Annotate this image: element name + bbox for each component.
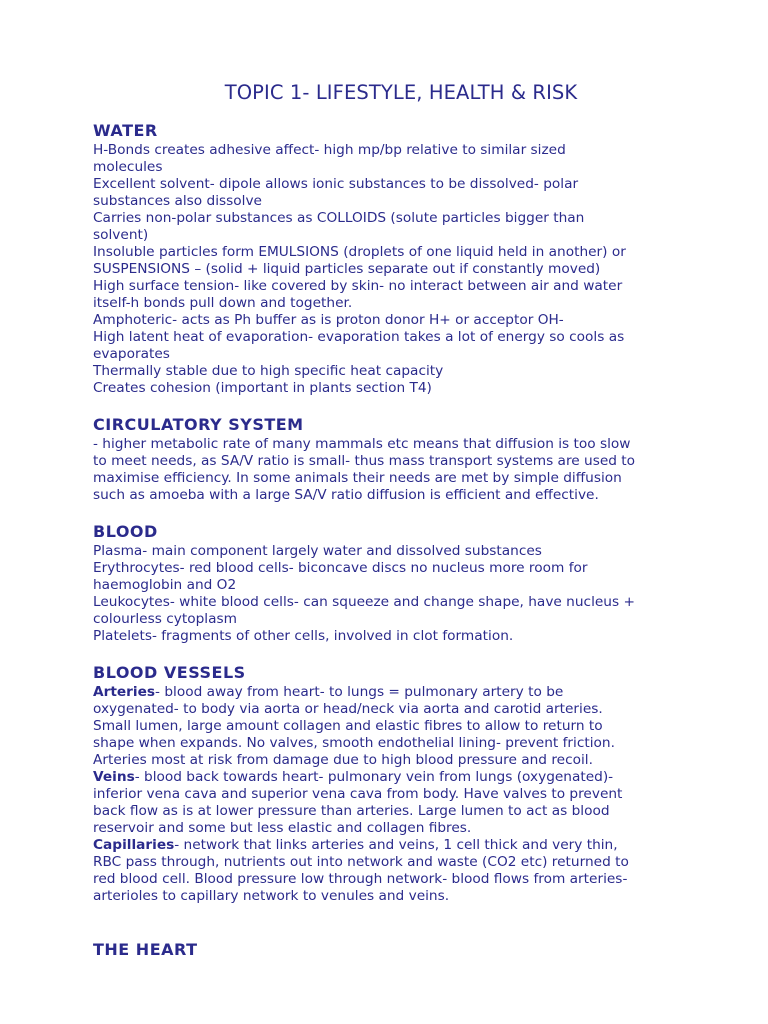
arteries-line xyxy=(93,684,753,701)
text-line: Plasma- main component largely water and dissolved substances xyxy=(93,543,542,559)
text-line: Leukocytes- white blood cells- can squeeze and change shape, have nucleus + xyxy=(93,594,635,610)
section-heading-blood: BLOOD xyxy=(93,522,158,541)
text-line: to meet needs, as SA/V ratio is small- thus mass transport systems are used to xyxy=(93,453,636,469)
text-line: maximise efficiency. In some animals their needs are met by simple diffusion xyxy=(93,470,622,486)
text-line: reservoir and some but less elastic and collagen fibres. xyxy=(93,820,472,836)
section-heading-blood-vessels: BLOOD VESSELS xyxy=(93,663,246,682)
text-run: - blood away from heart- to lungs = pulmonary artery to be xyxy=(155,684,564,700)
text-run: - blood back towards heart- pulmonary vein from lungs (oxygenated)- xyxy=(134,769,614,785)
text-line: Erythrocytes- red blood cells- biconcave discs no nucleus more room for xyxy=(93,560,588,576)
text-line: H-Bonds creates adhesive affect- high mp/bp relative to similar sized xyxy=(93,142,566,158)
document-body xyxy=(93,120,753,961)
section-heading-the-heart: THE HEART xyxy=(93,940,198,959)
term-capillaries: Capillaries xyxy=(93,837,175,853)
section-heading-water: WATER xyxy=(93,121,158,140)
text-line: shape when expands. No valves, smooth endothelial lining- prevent friction. xyxy=(93,735,615,751)
capillaries-line xyxy=(93,837,753,854)
text-line: Insoluble particles form EMULSIONS (droplets of one liquid held in another) or xyxy=(93,244,626,260)
text-line: Creates cohesion (important in plants section T4) xyxy=(93,380,432,396)
veins-line xyxy=(93,769,753,786)
text-line: oxygenated- to body via aorta or head/neck via aorta and carotid arteries. xyxy=(93,701,603,717)
text-line: Thermally stable due to high specific heat capacity xyxy=(93,363,444,379)
text-line: haemoglobin and O2 xyxy=(93,577,237,593)
text-line: Arteries most at risk from damage due to high blood pressure and recoil. xyxy=(93,752,593,768)
section-blood xyxy=(93,521,753,645)
term-arteries: Arteries xyxy=(93,684,156,700)
section-blood-vessels xyxy=(93,662,753,905)
text-line: colourless cytoplasm xyxy=(93,611,237,627)
text-line: itself-h bonds pull down and together. xyxy=(93,295,353,311)
text-line: substances also dissolve xyxy=(93,193,262,209)
text-line: SUSPENSIONS – (solid + liquid particles separate out if constantly moved) xyxy=(93,261,601,277)
text-line: back flow as is at lower pressure than arteries. Large lumen to act as blood xyxy=(93,803,610,819)
text-line: High surface tension- like covered by skin- no interact between air and water xyxy=(93,278,623,294)
text-run: - network that links arteries and veins, 1 cell thick and very thin, xyxy=(174,837,618,853)
section-the-heart xyxy=(93,939,753,961)
text-line: such as amoeba with a large SA/V ratio diffusion is efficient and effective. xyxy=(93,487,599,503)
text-line: inferior vena cava and superior vena cava from body. Have valves to prevent xyxy=(93,786,623,802)
section-water xyxy=(93,120,753,397)
text-line: red blood cell. Blood pressure low through network- blood flows from arteries- xyxy=(93,871,628,887)
text-line: Carries non-polar substances as COLLOIDS (solute particles bigger than xyxy=(93,210,585,226)
text-line: arterioles to capillary network to venules and veins. xyxy=(93,888,450,904)
section-circulatory-system xyxy=(93,414,753,504)
text-line: Platelets- fragments of other cells, involved in clot formation. xyxy=(93,628,514,644)
text-line: evaporates xyxy=(93,346,170,362)
text-line: Amphoteric- acts as Ph buffer as is proton donor H+ or acceptor OH- xyxy=(93,312,564,328)
section-heading-circulatory-system: CIRCULATORY SYSTEM xyxy=(93,415,304,434)
text-line: molecules xyxy=(93,159,163,175)
text-line: - higher metabolic rate of many mammals etc means that diffusion is too slow xyxy=(93,436,631,452)
text-line: RBC pass through, nutrients out into network and waste (CO2 etc) returned to xyxy=(93,854,629,870)
page-title: TOPIC 1- LIFESTYLE, HEALTH & RISK xyxy=(224,81,578,104)
text-line: Small lumen, large amount collagen and elastic fibres to allow to return to xyxy=(93,718,603,734)
term-veins: Veins xyxy=(93,769,135,785)
text-line: High latent heat of evaporation- evaporation takes a lot of energy so cools as xyxy=(93,329,625,345)
text-line: solvent) xyxy=(93,227,149,243)
text-line: Excellent solvent- dipole allows ionic substances to be dissolved- polar xyxy=(93,176,579,192)
